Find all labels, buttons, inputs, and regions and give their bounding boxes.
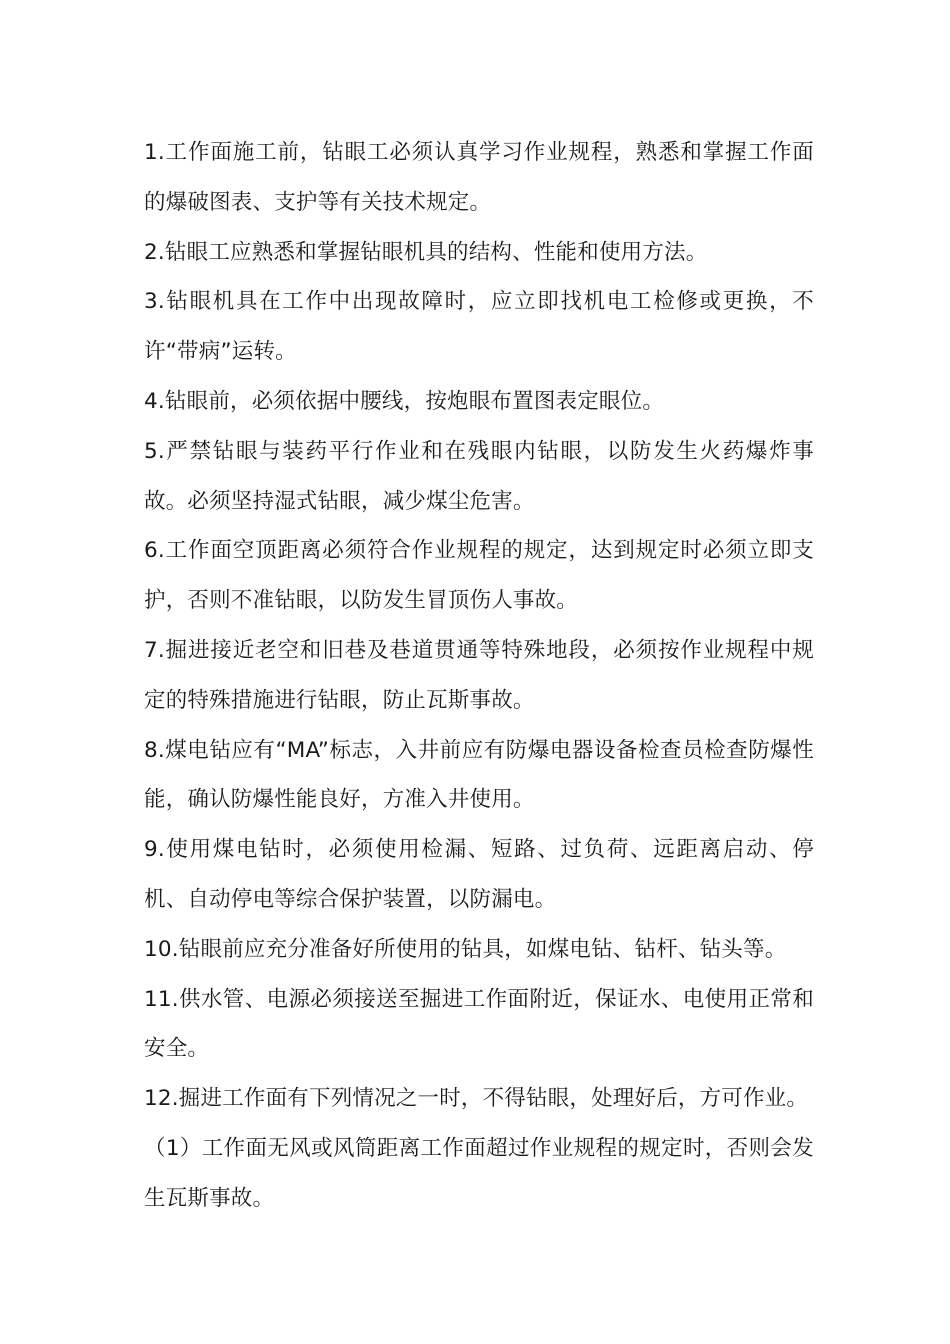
paragraph-9: 9.使用煤电钻时，必须使用检漏、短路、过负荷、远距离启动、停机、自动停电等综合保护装置，以防漏电。 — [144, 837, 814, 912]
paragraph-8: 8.煤电钻应有“MA”标志，入井前应有防爆电器设备检查员检查防爆性能，确认防爆性能良好，方准入井使用。 — [144, 737, 814, 813]
paragraph-1: 1.工作面施工前，钻眼工必须认真学习作业规程，熟悉和掌握工作面的爆破图表、支护等有关技术规定。 — [144, 140, 814, 215]
paragraph-4: 4.钻眼前，必须依据中腰线，按炮眼布置图表定眼位。 — [144, 388, 665, 414]
paragraph-2: 2.钻眼工应熟悉和掌握钻眼机具的结构、性能和使用方法。 — [144, 239, 708, 265]
paragraph-12: 12.掘进工作面有下列情况之一时，不得钻眼，处理好后，方可作业。 — [144, 1086, 809, 1112]
paragraph-12-item-1: （1）工作面无风或风筒距离工作面超过作业规程的规定时，否则会发生瓦斯事故。 — [144, 1135, 814, 1211]
paragraph-6: 6.工作面空顶距离必须符合作业规程的规定，达到规定时必须立即支护，否则不准钻眼，以防发生冒顶伤人事故。 — [144, 538, 814, 614]
paragraph-7: 7.掘进接近老空和旧巷及巷道贯通等特殊地段，必须按作业规程中规定的特殊措施进行钻眼，防止瓦斯事故。 — [144, 637, 814, 713]
paragraph-11: 11.供水管、电源必须接送至掘进工作面附近，保证水、电使用正常和安全。 — [144, 986, 814, 1062]
paragraph-3: 3.钻眼机具在工作中出现故障时，应立即找机电工检修或更换，不许“带病”运转。 — [144, 289, 814, 365]
paragraph-5: 5.严禁钻眼与装药平行作业和在残眼内钻眼，以防发生火药爆炸事故。必须坚持湿式钻眼，减少煤尘危害。 — [144, 438, 814, 514]
paragraph-10: 10.钻眼前应充分准备好所使用的钻具，如煤电钻、钻杆、钻头等。 — [144, 936, 787, 962]
document-body — [144, 128, 814, 1224]
